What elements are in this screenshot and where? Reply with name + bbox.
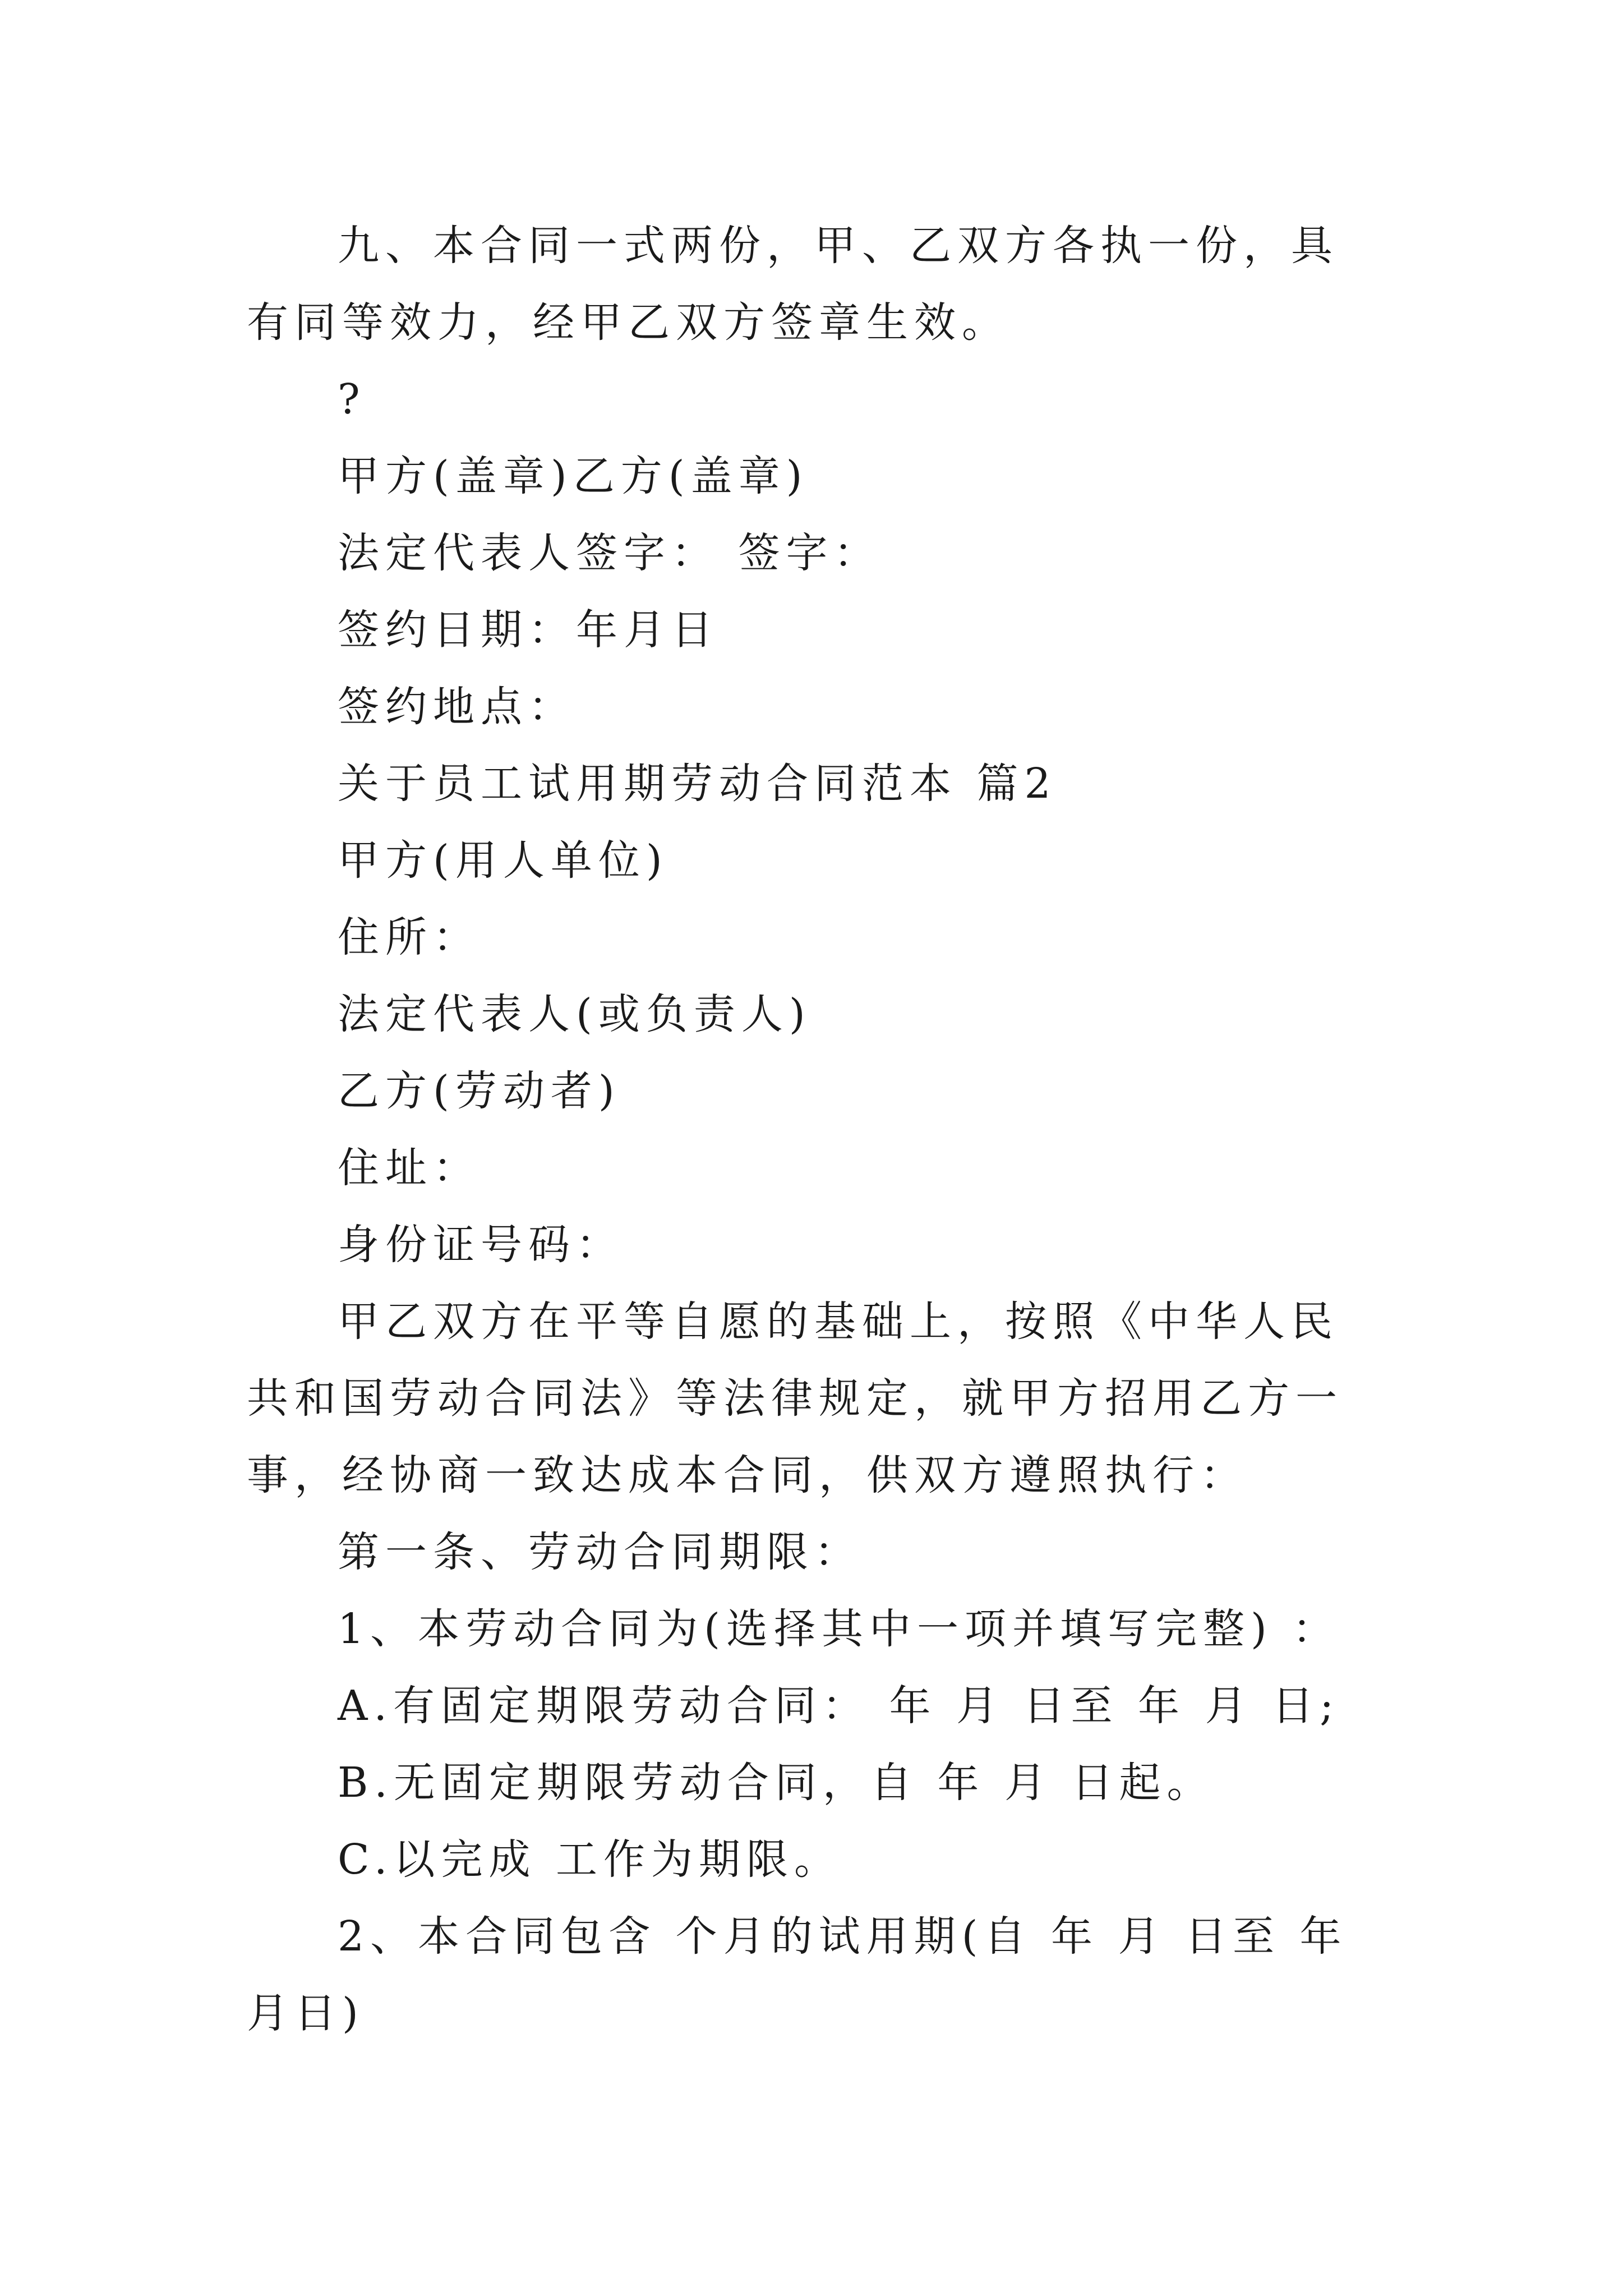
paragraph-signatures: 法定代表人签字： 签字： (338, 529, 882, 577)
paragraph-sign-date: 签约日期：年月日 (338, 606, 719, 654)
paragraph-article-1-item-1: 1、本劳动合同为(选择其中一项并填写完整) ： (338, 1605, 1340, 1653)
paragraph-option-b: B.无固定期限劳动合同，自 年 月 日起。 (338, 1759, 1215, 1807)
section-title: 关于员工试用期劳动合同范本 篇2 (338, 760, 1057, 808)
paragraph-party-b-address: 住址： (338, 1144, 481, 1192)
paragraph-legal-representative: 法定代表人(或负责人) (338, 990, 811, 1038)
paragraph-sign-place: 签约地点： (338, 683, 576, 731)
paragraph-option-c: C.以完成 工作为期限。 (338, 1835, 842, 1884)
paragraph-party-b: 乙方(劳动者) (338, 1067, 621, 1115)
paragraph-party-a-address: 住所： (338, 913, 481, 961)
paragraph-seals: 甲方(盖章)乙方(盖章) (338, 452, 809, 500)
paragraph-id-number: 身份证号码： (338, 1221, 624, 1269)
paragraph-option-a: A.有固定期限劳动合同： 年 月 日至 年 月 日; (338, 1682, 1340, 1730)
paragraph-preamble: 甲乙双方在平等自愿的基础上，按照《中华人民共和国劳动合同法》等法律规定，就甲方招用乙方一事，经协商一致达成本合同，供双方遵照执行： (247, 1297, 1343, 1499)
paragraph-article-1-item-2: 2、本合同包含 个月的试用期(自 年 月 日至 年 月日) (247, 1912, 1348, 2037)
paragraph-party-a: 甲方(用人单位) (338, 836, 668, 885)
document-body (247, 208, 1380, 2052)
paragraph-placeholder: ? (338, 375, 366, 424)
paragraph-article-1-title: 第一条、劳动合同期限： (338, 1528, 862, 1576)
paragraph-clause-9: 九、本合同一式两份，甲、乙双方各执一份，具有同等效力，经甲乙双方签章生效。 (247, 222, 1339, 347)
